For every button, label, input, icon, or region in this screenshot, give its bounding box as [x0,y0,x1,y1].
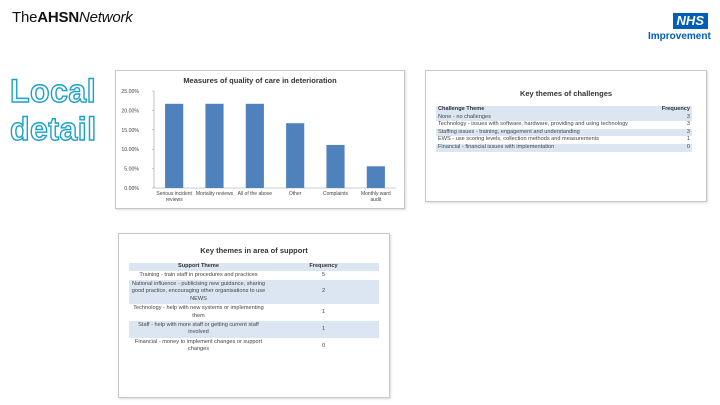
nhs-improvement-logo [648,12,711,42]
bar [246,104,264,188]
challenges-frequency-cell: 3 [655,114,692,122]
support-theme-cell: Technology - help with new systems or implementing them [133,305,264,319]
support-frequency-cell: 5 [321,271,326,278]
challenges-title: Key themes of challenges [519,89,613,98]
y-tick-label: 0.00% [124,186,139,192]
side-title [10,72,97,148]
support-frequency-cell: 1 [268,321,379,338]
support-theme-cell: Training - train staff in procedures and practices [139,271,258,278]
challenges-theme-cell: Technology - issues with software, hardware, providing and using technology [438,121,628,128]
support-title: Key themes in area of support [200,246,308,255]
challenges-theme-cell: EWS - use scoring levels, collection methods and measurements [438,136,600,143]
support-theme-cell: Financial - money to implement changes or support changes [134,338,263,353]
nhs-logo-subtitle: Improvement [648,31,711,42]
quality-measures-chart-panel [115,70,405,209]
challenges-theme-cell: Staffing issues - training, engagement and understanding [436,129,655,137]
challenges-frequency-cell: 3 [686,121,690,128]
bar [165,104,183,188]
support-frequency-cell: 1 [321,308,326,315]
support-row [129,321,379,338]
x-tick-label: Monthly ward audit [360,191,391,203]
support-panel [118,233,390,398]
side-title-line2: detail [10,111,97,147]
challenges-row [436,114,692,122]
support-row [129,304,379,321]
bar [286,123,304,188]
support-frequency-cell: 0 [321,342,326,349]
y-tick-label: 5.00% [124,166,139,173]
challenges-header-theme: Challenge Theme [436,106,655,114]
x-tick-label: Mortality reviews [195,191,234,197]
x-tick-label: Complaints [322,191,349,197]
y-tick-label: 20.00% [121,108,139,115]
support-header-theme: Support Theme [129,263,268,271]
support-theme-cell: Staff - help with more staff or getting current staff involved [129,321,268,338]
y-tick-label: 25.00% [121,89,139,95]
support-row [129,338,379,355]
challenges-theme-cell: None - no challenges [436,114,655,122]
support-header-frequency: Frequency [268,263,379,271]
support-row [129,271,379,280]
y-tick-label: 15.00% [121,127,139,134]
challenges-theme-cell: Financial - financial issues with implementation [436,144,655,152]
challenges-frequency-cell: 3 [655,129,692,137]
bar [326,145,344,188]
challenges-row [436,121,692,129]
chart-title: Measures of quality of care in deterioration [183,76,337,85]
quality-measures-chart [116,71,404,208]
support-frequency-cell: 2 [268,280,379,304]
support-theme-cell: National influence - publicising new guidance, sharing good practice, encouraging other organisations to use NEWS [129,280,268,304]
side-title-line1: Local [10,73,97,109]
challenges-table [436,106,692,152]
bar [367,166,385,188]
challenges-row [436,129,692,137]
nhs-logo-mark: NHS [673,13,708,29]
y-tick-label: 10.00% [121,147,139,154]
challenges-panel [425,70,707,202]
support-row [129,280,379,304]
x-tick-label: Serious incident reviews [156,191,192,203]
challenges-header-frequency: Frequency [655,106,692,114]
x-tick-label: All of the above [237,191,273,197]
ahsn-network-logo: TheAHSNNetwork [12,9,133,26]
challenges-row [436,136,692,144]
challenges-frequency-cell: 1 [686,136,690,143]
challenges-row [436,144,692,152]
x-tick-label: Other [288,191,302,197]
challenges-frequency-cell: 0 [655,144,692,152]
support-table [129,263,379,355]
bar [205,104,223,188]
